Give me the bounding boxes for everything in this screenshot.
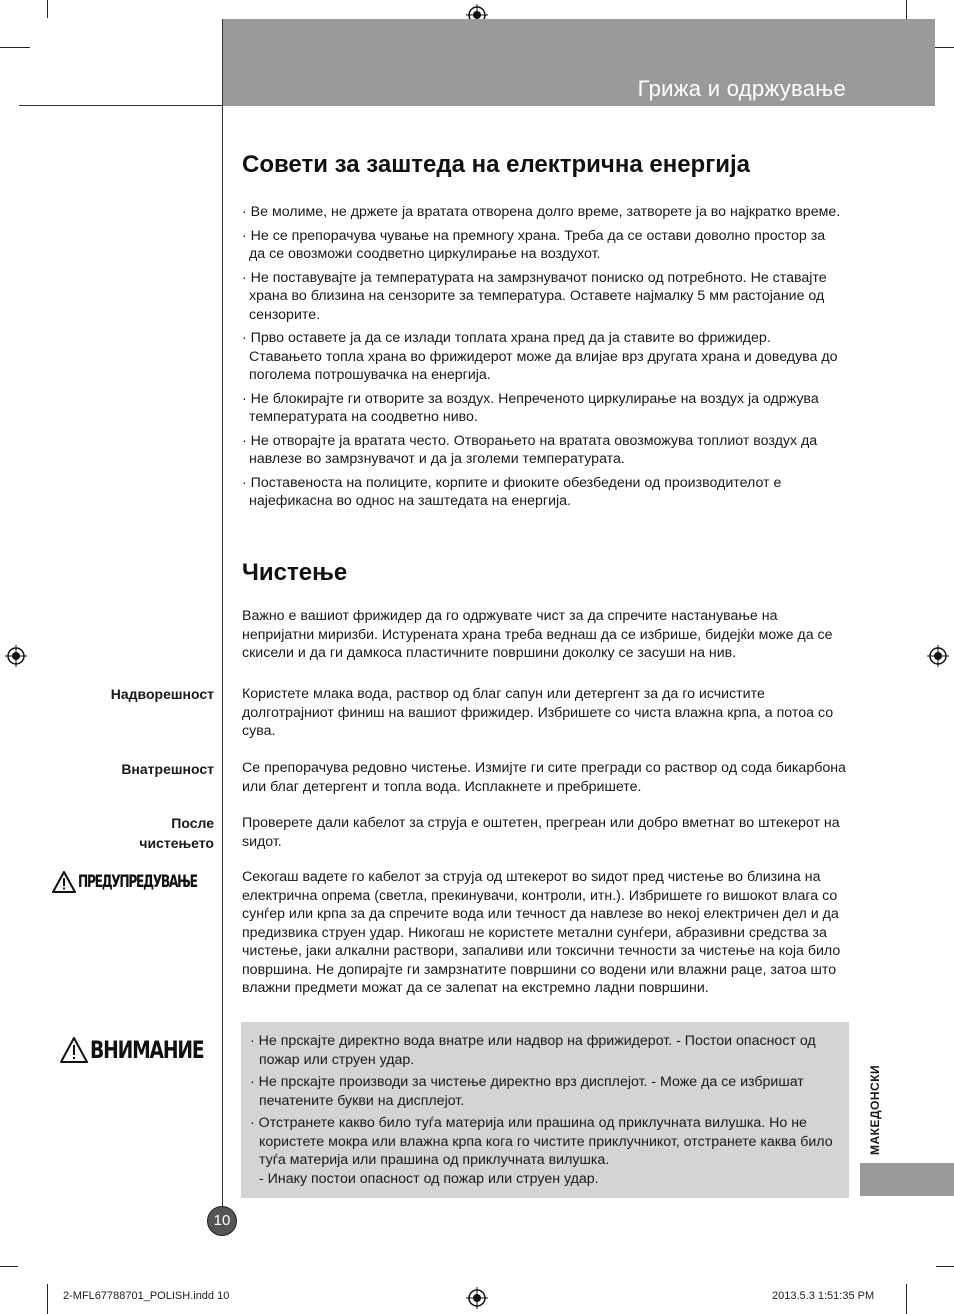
after-cleaning-text: Проверете дали кабелот за струја е оштетен, прегреан или добро вметнат во штекерот на ѕидот.	[242, 815, 840, 850]
list-item	[250, 1114, 840, 1170]
crop-mark	[906, 1284, 907, 1314]
list-item: · Не поставувајте ја температурата на замрзнувачот пониско од потребното. Не ставајте храна во близина на сензорите за температура. Оставете најмалку 5 мм растојание од сензорите.	[242, 269, 827, 323]
warning-label	[52, 871, 215, 893]
crop-mark	[47, 0, 48, 18]
list-item-continuation: - Инаку постои опасност од пожар или струен удар.	[259, 1170, 599, 1187]
caution-list	[250, 1032, 840, 1192]
registration-mark-icon	[466, 1287, 488, 1309]
crop-mark	[47, 1284, 48, 1314]
caution-label	[60, 1036, 216, 1064]
language-label: МАКЕДОНСКИ	[868, 1064, 882, 1155]
list-item: · Не прскајте производи за чистење директно врз дисплејот. - Може да се избришат печатените букви на дисплејот.	[250, 1074, 804, 1109]
footer-file: 2-MFL67788701_POLISH.indd 10	[63, 1290, 230, 1302]
list-item-text: · Отстранете какво било туѓа материја или прашина од приклучната вилушка. Но не користете мокра или влажна крпа кога го чистите приклучникот, отстранете каква било туѓа материја или прашина од приклучната вилушка.	[250, 1115, 833, 1168]
list-item: · Ве молиме, не држете ја вратата отворена долго време, затворете ја во најкратко време.	[242, 204, 841, 220]
warning-label-text: ПРЕДУПРЕДУВАЊЕ	[78, 872, 197, 892]
list-item: · Не блокирајте ги отворите за воздух. Непреченото циркулирање на воздух ја одржува температурата на соодветно ниво.	[242, 390, 819, 425]
list-item: · Поставеноста на полиците, корпите и фиоките обезбедени од производителот е најефикасна во однос на заштедата на енергија.	[242, 474, 782, 509]
list-item: · Не се препорачува чување на премногу храна. Треба да се остави доволно простор за да се овозможи соодветно циркулирање на воздухот.	[242, 227, 826, 262]
footer-timestamp: 2013.5.3 1:51:35 PM	[772, 1290, 875, 1302]
column-divider	[222, 19, 223, 1209]
section-title-energy-saving: Совети за заштеда на електрична енергија	[242, 151, 750, 178]
registration-mark-icon	[927, 645, 949, 667]
interior-text: Се препорачува редовно чистење. Измијте ги сите прегради со раствор од сода бикарбона или благ детергент и топла вода. Исплакнете и пребришете.	[242, 760, 846, 795]
warning-triangle-icon	[60, 1037, 88, 1063]
after-cleaning-label-line1: После	[171, 815, 214, 831]
list-item: · Прво оставете ја да се излади топлата храна пред да ја ставите во фрижидер. Ставањето топла храна во фрижидерот може да влијае врз другата храна и доведува до поголема потрошувачка на енергија.	[242, 330, 838, 383]
after-cleaning-label	[139, 813, 214, 853]
after-cleaning-label-line2: чистењето	[139, 835, 214, 851]
caution-label-text: ВНИМАНИЕ	[89, 1036, 203, 1064]
crop-mark	[936, 1266, 954, 1267]
header-rule	[19, 105, 223, 106]
warning-text: Секогаш вадете го кабелот за струја од штекерот во ѕидот пред чистење во близина на електрична опрема (светла, прекинувачи, контроли, итн.). Избришете го вишокот влага со сунѓер или крпа за да спречите вода или течност да навлезе во некој електричен дел и да предизвика струен удар. Никогаш не користете метални сунѓери, абразивни средства за чистење, јаки алкални раствори, запаливи или токсични течности за чистење на која било површина. Не допирајте ги замрзнатите површини со водени или влажни раце, затоа што влажни предмети можат да се залепат на екстремно ладни површини.	[242, 869, 841, 996]
list-item: · Не отворајте ја вратата често. Отворањето на вратата овозможува топлиот воздух да навлезе во замрзнувачот и да ја зголеми температурата.	[242, 432, 818, 467]
crop-mark	[0, 1266, 18, 1267]
crop-mark	[0, 47, 30, 48]
section-title-cleaning: Чистење	[242, 559, 348, 586]
page-number: 10	[207, 1206, 237, 1236]
header-title: Грижа и одржување	[637, 76, 846, 101]
exterior-text: Користете млака вода, раствор од благ сапун или детергент за да го исчистите долготрајниот финиш на вашиот фрижидер. Избришете со чиста влажна крпа, а потоа со сува.	[242, 686, 834, 739]
interior-label: Внатрешност	[121, 761, 214, 777]
cleaning-intro: Важно е вашиот фрижидер да го одржувате чист за да спречите настанување на непријатни миризби. Истурената храна треба веднаш да се избрише, бидејќи може да се скисели и да ги дамкоса пластичните површини доколку се засуши на нив.	[242, 608, 833, 661]
energy-tips-list	[242, 203, 842, 516]
list-item: · Не прскајте директно вода внатре или надвор на фрижидерот. - Постои опасност од пожар или струен удар.	[250, 1033, 816, 1068]
warning-triangle-icon	[52, 871, 76, 893]
exterior-label: Надворешност	[110, 686, 214, 702]
registration-mark-icon	[5, 645, 27, 667]
side-tab	[860, 1163, 954, 1196]
